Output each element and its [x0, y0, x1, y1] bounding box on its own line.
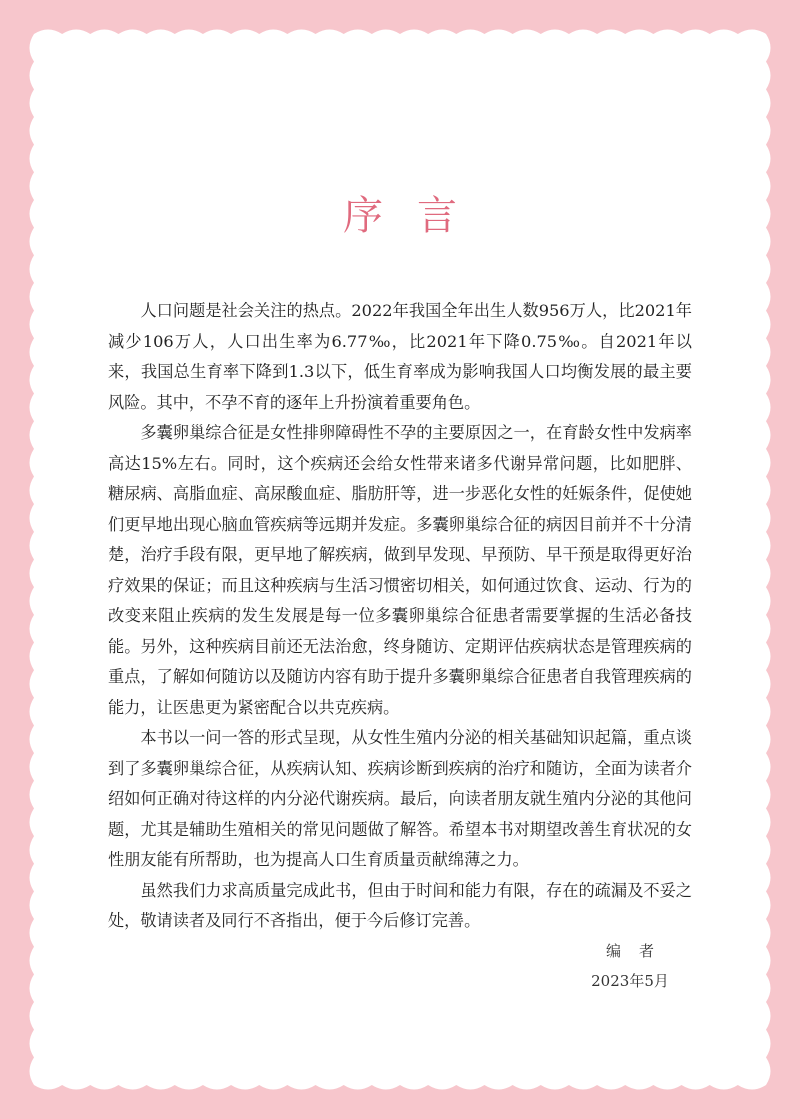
- paragraph-1: 人口问题是社会关注的热点。2022年我国全年出生人数956万人，比2021年减少106万人，人口出生率为6.77‰，比2021年下降0.75‰。自2021年以来，我国总生育率下降到1.3以下，低生育率成为影响我国人口均衡发展的最主要风险。其中，不孕不育的逐年上升扮演着重要角色。: [108, 301, 692, 412]
- preface-body: [108, 296, 692, 937]
- paragraph-3: 本书以一问一答的形式呈现，从女性生殖内分泌的相关基础知识起篇，重点谈到了多囊卵巢综合征，从疾病认知、疾病诊断到疾病的治疗和随访，全面为读者介绍如何正确对待这样的内分泌代谢疾病。最后，向读者朋友就生殖内分泌的其他问题，尤其是辅助生殖相关的常见问题做了解答。希望本书对期望改善生育状况的女性朋友能有所帮助，也为提高人口生育质量贡献绵薄之力。: [108, 728, 692, 869]
- page-title: 序言: [343, 193, 491, 239]
- signature-block: [560, 936, 700, 996]
- paragraph-2: 多囊卵巢综合征是女性排卵障碍性不孕的主要原因之一，在育龄女性中发病率高达15%左右。同时，这个疾病还会给女性带来诸多代谢异常问题，比如肥胖、糖尿病、高脂血症、高尿酸血症、脂肪肝等，进一步恶化女性的妊娠条件，促使她们更早地出现心脑血管疾病等远期并发症。多囊卵巢综合征的病因目前并不十分清楚，治疗手段有限，更早地了解疾病，做到早发现、早预防、早干预是取得更好治疗效果的保证；而且这种疾病与生活习惯密切相关，如何通过饮食、运动、行为的改变来阻止疾病的发生发展是每一位多囊卵巢综合征患者需要掌握的生活必备技能。另外，这种疾病目前还无法治愈，终身随访、定期评估疾病状态是管理疾病的重点，了解如何随访以及随访内容有助于提升多囊卵巢综合征患者自我管理疾病的能力，让医患更为紧密配合以共克疾病。: [108, 423, 692, 717]
- paragraph-4: 虽然我们力求高质量完成此书，但由于时间和能力有限，存在的疏漏及不妥之处，敬请读者及同行不吝指出，便于今后修订完善。: [108, 880, 692, 930]
- signature-date: 2023年5月: [591, 972, 669, 990]
- editor-signature: 编者: [605, 942, 672, 960]
